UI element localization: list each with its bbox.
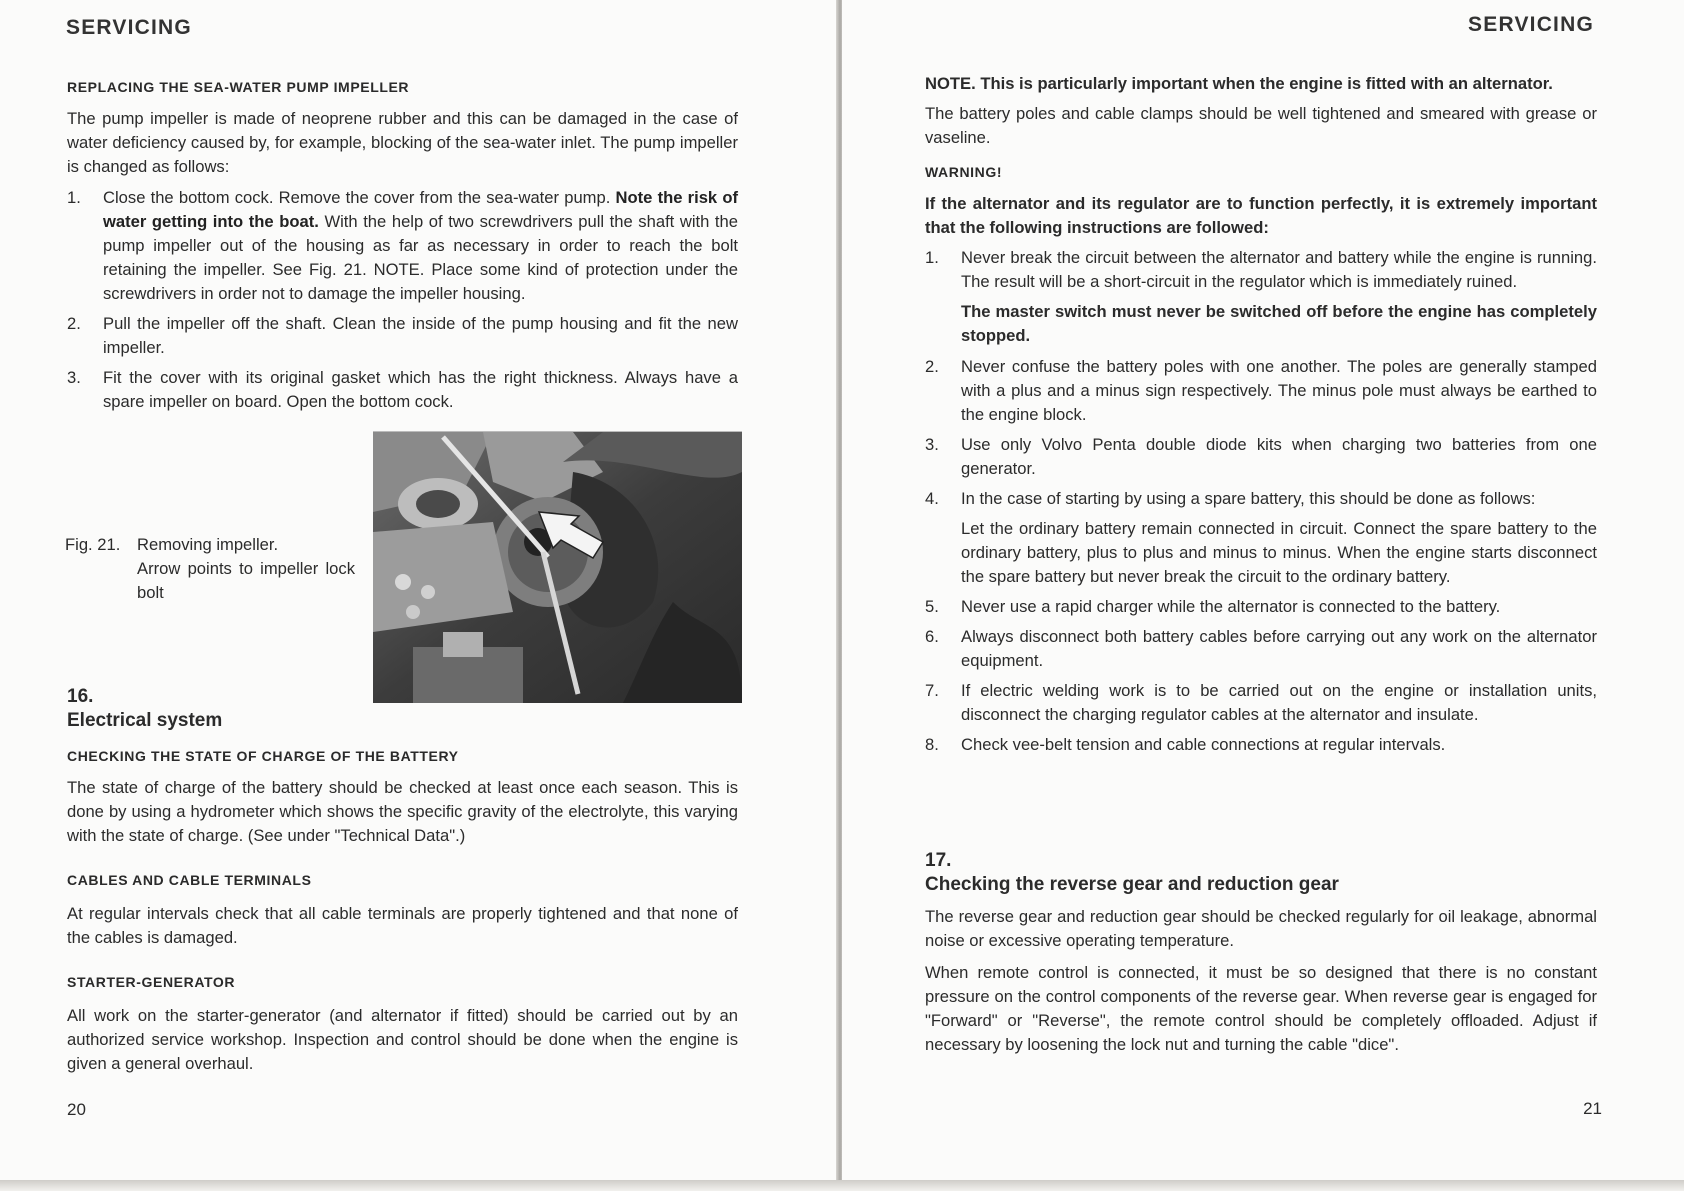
item-number: 2.	[925, 357, 939, 376]
engine-photo-illustration	[373, 432, 742, 703]
item-bold-text: The master switch must never be switched off before the engine has completely stopped.	[961, 302, 1597, 345]
item-text: Always disconnect both battery cables before carrying out any work on the alternator equipment.	[961, 627, 1597, 670]
list-item	[67, 186, 738, 306]
item-text: Use only Volvo Penta double diode kits when charging two batteries from one generator.	[961, 435, 1597, 478]
item-text: With the help of two screwdrivers pull the shaft with the pump impeller out of the housing as far as necessary in order to reach the bolt retaining the impeller. See Fig. 21. NOTE. Place some kind of protection under the screwdrivers in order not to damage the impeller housing.	[103, 212, 739, 303]
impeller-section	[67, 75, 738, 414]
paragraph: When remote control is connected, it must be so designed that there is no constant pressure on the control components of the reverse gear. When reverse gear is engaged for "Forward" or "Reverse", the remote control should be completely offloaded. Adjust if necessary by loosening the lock nut and turning the cable "dice".	[925, 963, 1597, 1054]
item-number: 7.	[925, 681, 939, 700]
left-page	[0, 0, 838, 1182]
section-title: Electrical system	[67, 710, 223, 731]
item-number: 3.	[67, 368, 81, 387]
paragraph: At regular intervals check that all cable terminals are properly tightened and that none of the cables is damaged.	[67, 904, 738, 947]
item-extra-text: Let the ordinary battery remain connected in circuit. Connect the spare battery to the ordinary battery, plus to plus and minus to minus. When the engine starts disconnect the spare battery but never break the circuit to the ordinary battery.	[961, 519, 1597, 586]
item-text: Fit the cover with its original gasket which has the right thickness. Always have a spare impeller on board. Open the bottom cock.	[103, 368, 738, 411]
list-item	[925, 433, 1597, 481]
warning-list	[925, 246, 1597, 757]
item-number: 5.	[925, 597, 939, 616]
warning-heading: WARNING!	[925, 164, 1003, 180]
electrical-section	[67, 685, 738, 1076]
section-title: Checking the reverse gear and reduction gear	[925, 874, 1339, 895]
section-heading: CHECKING THE STATE OF CHARGE OF THE BATTERY	[67, 748, 459, 764]
paragraph: The reverse gear and reduction gear should be checked regularly for oil leakage, abnormal noise or excessive operating temperature.	[925, 907, 1597, 950]
impeller-steps	[67, 186, 738, 414]
section-heading: STARTER-GENERATOR	[67, 974, 236, 990]
section-heading: CABLES AND CABLE TERMINALS	[67, 872, 312, 888]
list-item	[925, 625, 1597, 673]
list-item	[925, 355, 1597, 427]
paragraph: The pump impeller is made of neoprene rubber and this can be damaged in the case of water deficiency caused by, for example, blocking of the sea-water inlet. The pump impeller is changed as follows:	[67, 109, 738, 176]
item-text: If electric welding work is to be carried out on the engine or installation units, disconnect the charging regulator cables at the alternator and insulate.	[961, 681, 1597, 724]
list-item	[67, 366, 738, 414]
item-number: 2.	[67, 314, 81, 333]
impeller-photo	[373, 431, 742, 703]
item-text: Never break the circuit between the alternator and battery while the engine is running. The result will be a short-circuit in the regulator which is immediately ruined.	[961, 248, 1597, 291]
item-text: Pull the impeller off the shaft. Clean the inside of the pump housing and fit the new impeller.	[103, 314, 738, 357]
item-text: Check vee-belt tension and cable connections at regular intervals.	[961, 735, 1446, 754]
item-number: 6.	[925, 627, 939, 646]
warning-text: If the alternator and its regulator are to function perfectly, it is extremely important that the following instructions are followed:	[925, 194, 1597, 237]
figure-caption	[65, 533, 355, 605]
list-item	[925, 733, 1597, 757]
item-number: 3.	[925, 435, 939, 454]
list-item	[925, 679, 1597, 727]
book-bottom-edge	[0, 1180, 1684, 1191]
section-number: 16.	[67, 686, 94, 707]
item-number: 8.	[925, 735, 939, 754]
item-text: Close the bottom cock. Remove the cover from the sea-water pump.	[103, 188, 616, 207]
item-number: 4.	[925, 489, 939, 508]
item-bold-text: Note the risk of water getting into the boat.	[103, 188, 738, 231]
paragraph: All work on the starter-generator (and alternator if fitted) should be carried out by an authorized service workshop. Inspection and control should be done when the engine is given a general overhaul.	[67, 1006, 738, 1073]
list-item	[925, 487, 1597, 589]
page-number: 20	[67, 1100, 86, 1119]
paragraph: The state of charge of the battery should be checked at least once each season. This is done by using a hydrometer which shows the specific gravity of the electrolyte, this varying with the state of charge. (See under "Technical Data".)	[67, 778, 738, 845]
running-head: SERVICING	[1468, 13, 1594, 36]
item-text: Never confuse the battery poles with one another. The poles are generally stamped with a plus and a minus sign respectively. The minus pole must always be earthed to the engine block.	[961, 357, 1597, 424]
figure-caption-line: Removing impeller.	[137, 535, 279, 554]
page-number: 21	[1583, 1099, 1602, 1118]
item-text: Never use a rapid charger while the alternator is connected to the battery.	[961, 597, 1501, 616]
paragraph: The battery poles and cable clamps should be well tightened and smeared with grease or vaseline.	[925, 104, 1597, 147]
item-text: In the case of starting by using a spare battery, this should be done as follows:	[961, 489, 1536, 508]
alternator-section	[925, 72, 1597, 757]
right-page	[842, 0, 1684, 1182]
list-item	[925, 595, 1597, 619]
figure-label: Fig. 21.	[65, 535, 121, 554]
item-number: 1.	[67, 188, 81, 207]
section-number: 17.	[925, 850, 952, 871]
item-number: 1.	[925, 248, 939, 267]
list-item	[925, 246, 1597, 348]
gear-section	[925, 849, 1597, 1057]
running-head: SERVICING	[66, 16, 192, 39]
note-text: NOTE. This is particularly important when the engine is fitted with an alternator.	[925, 74, 1553, 93]
section-heading: REPLACING THE SEA-WATER PUMP IMPELLER	[67, 79, 410, 95]
list-item	[67, 312, 738, 360]
figure-caption-rest: Arrow points to impeller lock bolt	[137, 559, 355, 602]
